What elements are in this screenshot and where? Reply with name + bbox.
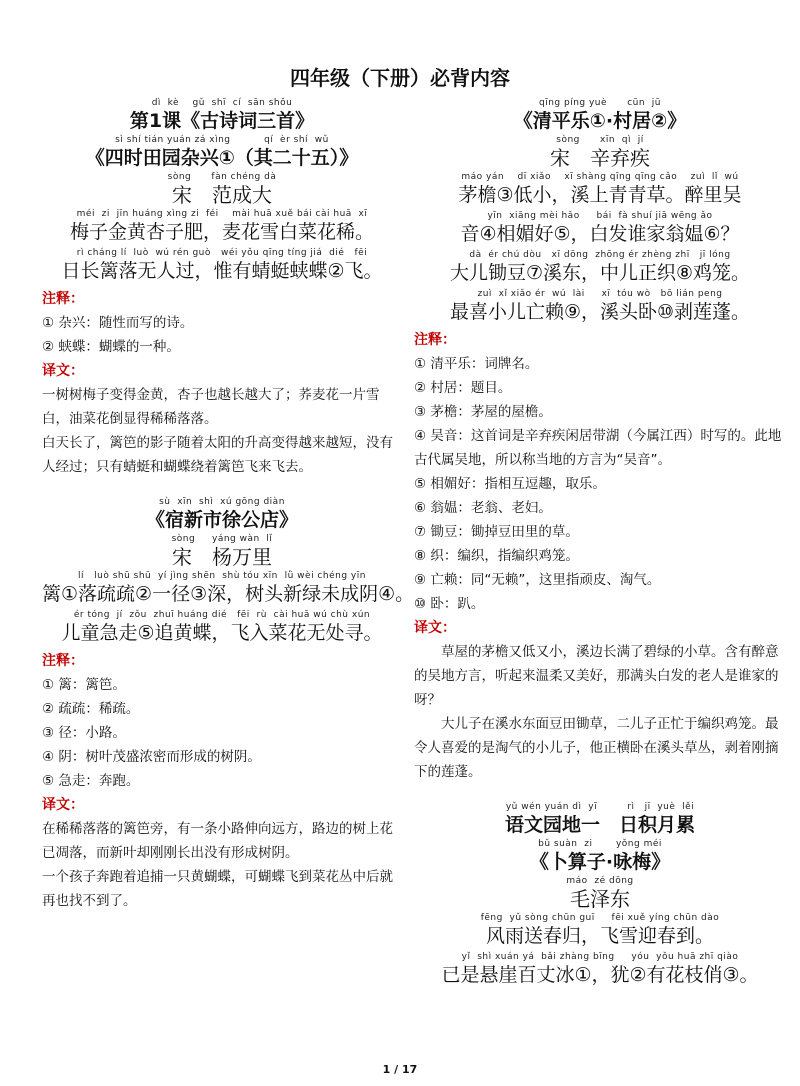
hanzi-text: 最喜小儿亡赖⑨，溪头卧⑩剥莲蓬。 [449,301,751,323]
annotation-item: ④ 阴：树叶茂盛浓密而形成的树阴。 [42,749,261,765]
translation-paragraph: 一树树梅子变得金黄，杏子也越长越大了；荞麦花一片雪白，油菜花倒显得稀稀落落。 [42,387,380,427]
pinyin: dì kè gǔ shī cí sān shǒu [151,98,293,108]
annotation-item: ⑦ 锄豆：锄掉豆田里的草。 [414,524,579,540]
poem-heading [42,135,402,170]
poem-author [42,534,402,569]
annotation-item: ① 杂兴：随性而写的诗。 [42,315,194,331]
hanzi-text: 《四时田园杂兴①（其二十五）》 [85,147,359,169]
hanzi-text: 儿童急走⑤追黄蝶，飞入菜花无处寻。 [61,622,383,644]
pinyin: dà ér chú dòu xī dōng zhōng ér zhèng zhī jī lóng [469,250,731,260]
pinyin: rì cháng lí luò wú rén guò wéi yǒu qīng tíng jiá dié fēi [76,248,368,258]
annotation-item: ③ 径：小路。 [42,725,126,741]
pinyin: yīn xiāng mèi hǎo bái fà shuí jiā wēng ǎo [487,211,713,221]
section-label: 注释： [42,291,84,307]
hanzi-text: 已是悬崖百丈冰①，犹②有花枝俏③。 [441,964,759,986]
poem-line [42,610,402,645]
hanzi-text: 宋 杨万里 [172,545,272,569]
annotation-item: ② 蛱蝶：蝴蝶的一种。 [42,339,180,355]
pinyin: yǐ shì xuán yá bǎi zhàng bīng yóu yǒu huā zhī qiào [461,952,739,962]
pinyin: lí luò shū shū yí jìng shēn shù tóu xīn lǜ wèi chéng yīn [78,571,366,581]
left-column [42,98,415,913]
page-number: 1 / 17 [382,1063,418,1076]
annotation-item: ⑥ 翁媪：老翁、老妇。 [414,500,552,516]
annotation-item: ⑨ 亡赖：同“无赖”，这里指顽皮、淘气。 [414,572,661,588]
annotation-item: ⑧ 织：编织，指编织鸡笼。 [414,548,579,564]
poem-heading [42,497,402,532]
pinyin: sòng yáng wàn lǐ [171,534,273,544]
hanzi-text: 《清平乐①·村居②》 [513,110,687,132]
pinyin: sì shí tián yuán zá xìng qí èr shí wǔ [115,135,329,145]
hanzi-text: 风雨送春归，飞雪迎春到。 [485,925,714,947]
annotation-item: ⑤ 相媚好：指相互逗趣，取乐。 [414,476,606,492]
poem-author [414,876,786,911]
right-column [414,98,786,991]
annotation-item: ① 篱：篱笆。 [42,677,126,693]
pinyin: zuì xǐ xiǎo ér wú lài xī tóu wò bō lián peng [477,289,723,299]
poem-line [42,209,402,244]
poem-line [414,289,786,324]
annotation-item: ⑤ 急走：奔跑。 [42,773,140,789]
translation-paragraph: 在稀稀落落的篱笆旁，有一条小路伸向远方，路边的树上花已凋落，而新叶却刚刚长出没有形成树阴。 [42,821,393,861]
pinyin: yǔ wén yuán dì yī rì jī yuè lěi [505,802,695,812]
hanzi-text: 宋 辛弃疾 [550,146,650,170]
annotation-item: ③ 茅檐：茅屋的屋檐。 [414,404,552,420]
hanzi-text: 第1课《古诗词三首》 [129,110,315,132]
poem-author [42,172,402,207]
section-label: 注释： [414,332,456,348]
pinyin: sòng fàn chéng dà [167,172,277,182]
hanzi-text: 茅檐③低小，溪上青青草。醉里吴 [458,184,742,206]
translation-paragraph: 一个孩子奔跑着追捕一只黄蝴蝶，可蝴蝶飞到菜花丛中后就再也找不到了。 [42,869,393,909]
section-label: 译文： [414,620,456,636]
pinyin: fēng yǔ sòng chūn guī fēi xuě yíng chūn dào [480,913,720,923]
pinyin: máo zé dōng [566,876,634,886]
poem-line [414,211,786,246]
hanzi-text: 日长篱落无人过，惟有蜻蜓蛱蝶②飞。 [61,260,383,282]
pinyin: méi zi jīn huáng xìng zi féi mài huā xuě bái cài huā xī [76,209,368,219]
poem-heading [414,802,786,837]
section-label: 译文： [42,363,84,379]
annotation-item: ④ 吴音：这首词是辛弃疾闲居带湖（今属江西）时写的。此地古代属吴地，所以称当地的方言为“吴音”。 [414,428,782,468]
annotation-item: ① 清平乐：词牌名。 [414,356,539,372]
hanzi-text: 大儿锄豆⑦溪东，中儿正织⑧鸡笼。 [449,262,751,284]
pinyin: máo yán dī xiǎo xī shàng qīng qīng cǎo zuì lǐ wú [461,172,739,182]
pinyin: bǔ suàn zi yǒng méi [538,839,662,849]
pinyin: qīng píng yuè cūn jū [539,98,661,108]
poem-line [42,571,415,606]
spacer [42,479,402,497]
annotation-item: ② 村居：题目。 [414,380,512,396]
poem-line [414,913,786,948]
section-label: 注释： [42,653,84,669]
annotation-item: ⑩ 卧：趴。 [414,596,485,612]
hanzi-text: 《宿新市徐公店》 [145,509,298,531]
section-label: 译文： [42,797,84,813]
spacer [414,784,786,802]
page-title: 四年级（下册）必背内容 [290,66,510,90]
translation-paragraph: 白天长了，篱笆的影子随着太阳的升高变得越来越短，没有人经过；只有蜻蜓和蝴蝶绕着篱笆飞来飞去。 [42,435,393,475]
poem-author [414,135,786,170]
hanzi-text: 语文园地一 日积月累 [504,814,695,836]
poem-heading [414,839,786,874]
poem-heading [42,98,402,133]
hanzi-text: 宋 范成大 [172,183,272,207]
poem-line [414,952,786,987]
annotation-item: ② 疏疏：稀疏。 [42,701,140,717]
poem-line [42,248,402,283]
pinyin: ér tóng jí zǒu zhuī huáng dié fēi rù cài huā wú chù xún [73,610,371,620]
pinyin: sòng xīn qì jí [556,135,644,145]
hanzi-text: 毛泽东 [570,887,630,911]
hanzi-text: 篱①落疏疏②一径③深，树头新绿未成阴④。 [42,583,415,605]
translation-paragraph: 草屋的茅檐又低又小，溪边长满了碧绿的小草。含有醉意的吴地方言，听起来温柔又美好，那满头白发的老人是谁家的呀？ [414,644,779,708]
pinyin: sù xīn shì xú gōng diàn [159,497,285,507]
poem-heading [414,98,786,133]
hanzi-text: 音④相媚好⑤，白发谁家翁媪⑥？ [460,223,740,245]
poem-line [414,172,786,207]
hanzi-text: 梅子金黄杏子肥，麦花雪白菜花稀。 [69,221,374,243]
poem-line [414,250,786,285]
translation-paragraph: 大儿子在溪水东面豆田锄草，二儿子正忙于编织鸡笼。最令人喜爱的是淘气的小儿子，他正横卧在溪头草丛，剥着刚摘下的莲蓬。 [414,716,779,780]
hanzi-text: 《卜算子·咏梅》 [529,851,671,873]
